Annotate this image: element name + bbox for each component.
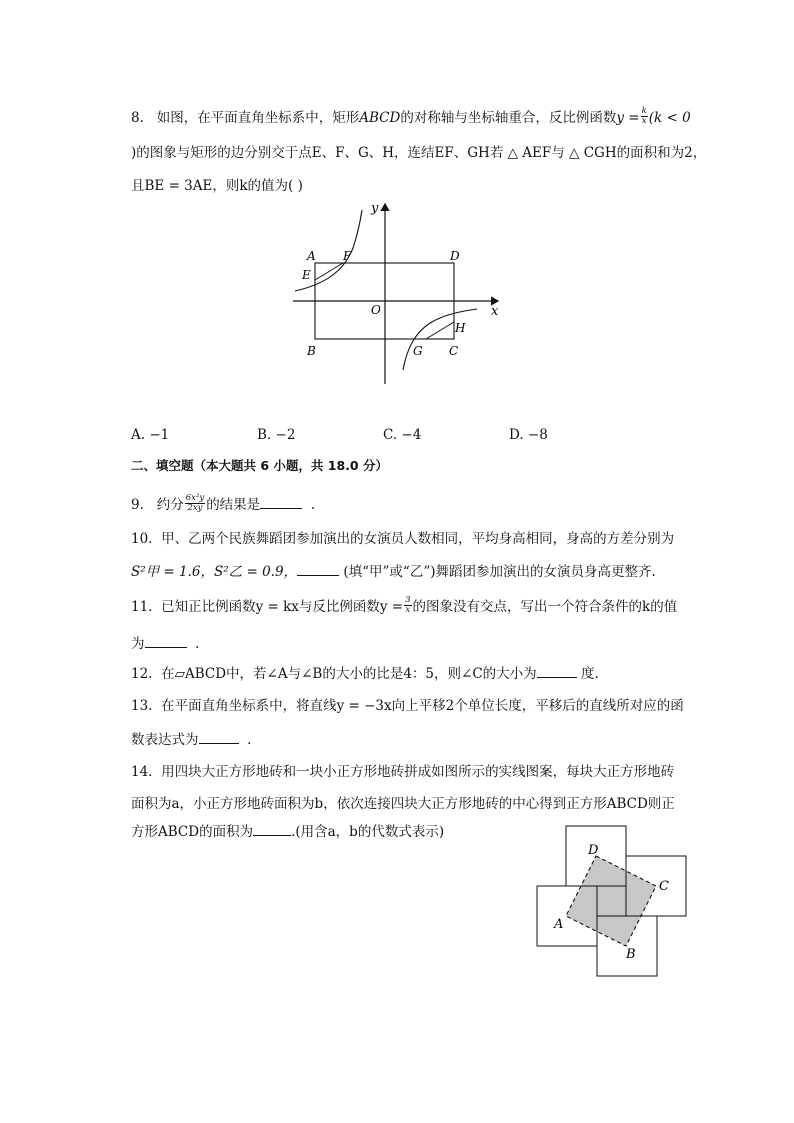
label-f: F <box>343 249 352 263</box>
q9: 9. 约分 $\frac{\text{6x²y}}{2xy}$ 的结果是 . <box>131 493 316 513</box>
q11-line1: 11. 已知正比例函数y = kx与反比例函数y = $\frac{3}{x}$ 的图象没有交点，写出一个符合条件的k的值 <box>131 595 678 615</box>
option-a[interactable]: A. −1 <box>131 427 170 443</box>
segment-gh <box>426 322 454 339</box>
label-a: A <box>307 249 316 263</box>
q8-coordinate-figure <box>285 198 515 388</box>
q10-line1: 10. 甲、乙两个民族舞蹈团参加演出的女演员人数相同，平均身高相同，身高的方差分别为 <box>131 531 675 547</box>
q9-answer-blank[interactable] <box>260 494 302 509</box>
q14-label-d: D <box>588 843 599 858</box>
q8-line2: )的图象与矩形的边分别交于点E、F、G、H，连结EF、GH若 △ AEF与 △ CGH的面积和为2， <box>131 145 707 161</box>
q14-label-a: A <box>554 917 564 932</box>
q11-line2: 为 . <box>131 633 199 654</box>
label-y: y <box>371 201 379 216</box>
option-c[interactable]: C. −4 <box>383 427 422 443</box>
q12-answer-blank[interactable] <box>537 663 577 678</box>
q8-line3: 且BE = 3AE，则k的值为( ) <box>131 178 303 194</box>
label-b: B <box>307 344 316 358</box>
q11-fraction: $\frac{3}{x}$ <box>405 595 411 615</box>
option-b[interactable]: B. −2 <box>257 427 296 443</box>
label-g: G <box>413 344 423 358</box>
q14-label-c: C <box>659 879 669 894</box>
q11-answer-blank[interactable] <box>145 633 187 648</box>
q13-line1: 13. 在平面直角坐标系中，将直线y = −3x向上平移2个单位长度，平移后的直线所对应的函 <box>131 698 684 714</box>
q8-fraction: $\frac{k}{x}$ <box>641 106 647 126</box>
label-d: D <box>450 249 460 263</box>
q13-answer-blank[interactable] <box>199 729 239 744</box>
q14-label-b: B <box>626 947 636 962</box>
label-e: E <box>302 268 311 282</box>
q14-line2: 面积为a，小正方形地砖面积为b，依次连接四块大正方形地砖的中心得到正方形ABCD则正 <box>131 796 675 812</box>
label-x: x <box>491 304 499 319</box>
q14-answer-blank[interactable] <box>253 821 291 836</box>
q14-tile-figure <box>534 824 694 980</box>
q8-number: 8. <box>131 110 144 126</box>
label-c: C <box>449 344 459 358</box>
label-o: O <box>371 303 381 317</box>
q14-line3: 方形ABCD的面积为 .(用含a，b的代数式表示) <box>131 821 444 842</box>
q9-fraction: $\frac{\text{6x²y}}{2xy}$ <box>185 493 205 513</box>
q8-line1: 8. 如图，在平面直角坐标系中，矩形ABCD的对称轴与坐标轴重合，反比例函数y = $\frac{k}{x}$ (k < 0 <box>131 106 691 126</box>
q14-line1: 14. 用四块大正方形地砖和一块小正方形地砖拼成如图所示的实线图案，每块大正方形地砖 <box>131 764 675 780</box>
label-h: H <box>455 321 466 335</box>
q10-answer-blank[interactable] <box>297 561 339 576</box>
section-title: 二、填空题（本大题共 6 小题，共 18.0 分） <box>131 458 388 473</box>
q12: 12. 在▱ABCD中，若∠A与∠B的大小的比是4：5，则∠C的大小为 度. <box>131 663 599 684</box>
option-d[interactable]: D. −8 <box>509 427 548 443</box>
q10-line2: S²甲 = 1.6，S²乙 = 0.9， (填“甲”或“乙”)舞蹈团参加演出的女演员身高更整齐. <box>131 561 656 582</box>
q13-line2: 数表达式为 . <box>131 729 251 750</box>
